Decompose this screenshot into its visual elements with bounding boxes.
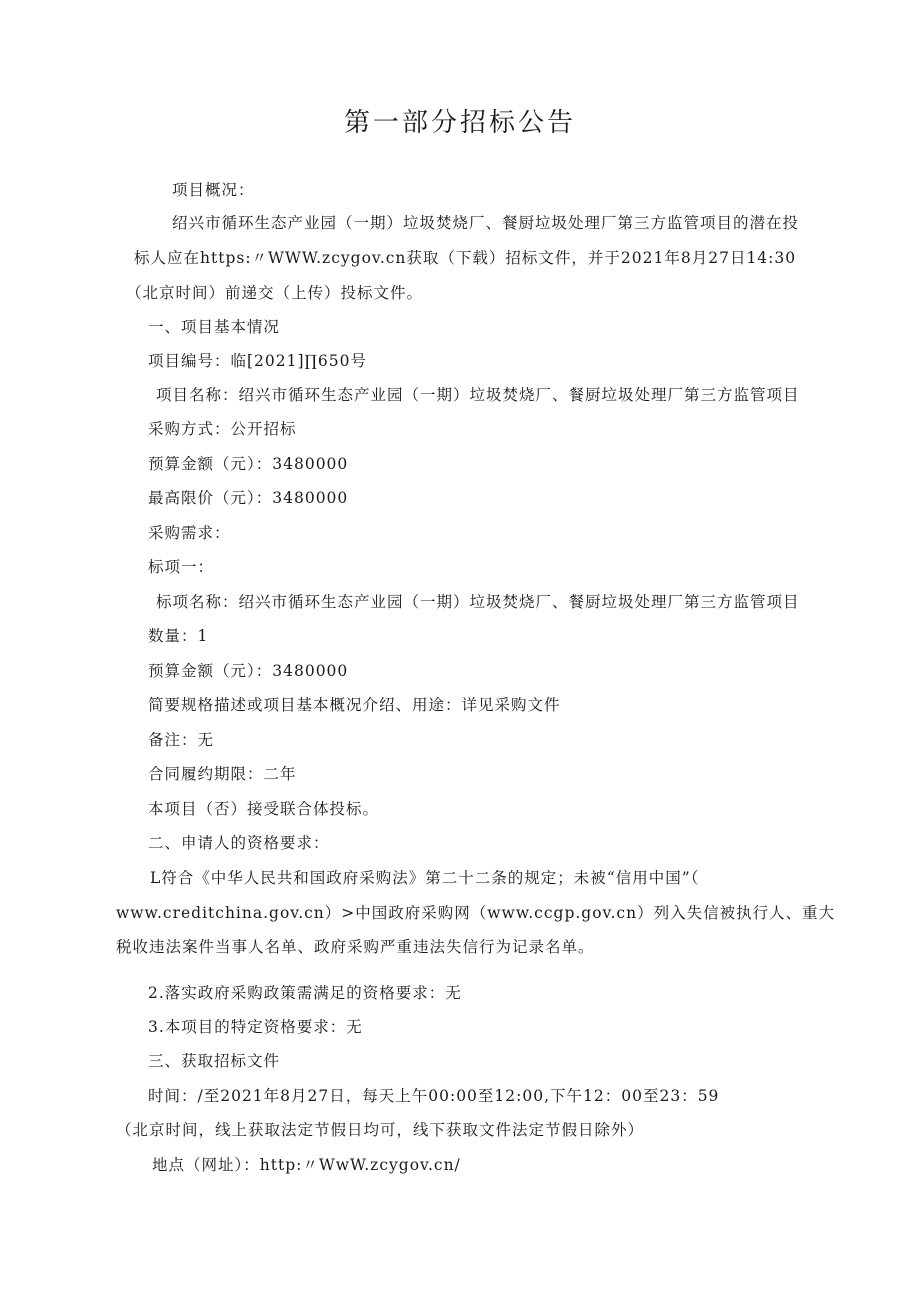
acquisition-time: 时间：/至2021年8月27日，每天上午00:00至12:00,下午12：00至23：59 (148, 1087, 720, 1105)
remarks: 备注：无 (148, 731, 215, 749)
overview-line-3: （北京时间）前递交（上传）投标文件。 (126, 284, 424, 302)
quantity: 数量：1 (148, 627, 209, 645)
procurement-demand: 采购需求： (148, 524, 231, 542)
qualification-2: 2.落实政府采购政策需满足的资格要求：无 (148, 984, 462, 1002)
lot-budget-amount: 预算金额（元）：3480000 (148, 662, 349, 680)
contract-period: 合同履约期限：二年 (148, 765, 297, 783)
overview-heading: 项目概况： (172, 181, 255, 199)
acquisition-location: 地点（网址）：http:〃WwW.zcygov.cn/ (152, 1156, 461, 1174)
procurement-method: 采购方式：公开招标 (148, 420, 297, 438)
qualification-1-line-3: 税收违法案件当事人名单、政府采购严重违法失信行为记录名单。 (116, 938, 595, 956)
lot-name: 标项名称：绍兴市循环生态产业园（一期）垃圾焚烧厂、餐厨垃圾处理厂第三方监管项目 (156, 593, 800, 611)
qualification-1-line-2: www.creditchina.gov.cn）>中国政府采购网（www.ccgp.gov.cn）列入失信被执行人、重大 (116, 904, 836, 922)
section-2-heading: 二、申请人的资格要求： (148, 834, 330, 852)
acquisition-time-note: （北京时间，线上获取法定节假日均可，线下获取文件法定节假日除外） (116, 1121, 645, 1139)
project-number: 项目编号：临[2021]∏650号 (148, 352, 367, 370)
overview-line-1: 绍兴市循环生态产业园（一期）垃圾焚烧厂、餐厨垃圾处理厂第三方监管项目的潜在投 (172, 214, 800, 232)
budget-amount: 预算金额（元）：3480000 (148, 455, 349, 473)
section-3-heading: 三、获取招标文件 (148, 1052, 281, 1070)
qualification-3: 3.本项目的特定资格要求：无 (148, 1018, 363, 1036)
max-price: 最高限价（元）：3480000 (148, 489, 349, 507)
overview-line-2: 标人应在https:〃WWW.zcygov.cn获取（下载）招标文件，并于2021年8月27日14:30 (134, 249, 797, 267)
spec-description: 简要规格描述或项目基本概况介绍、用途：详见采购文件 (148, 696, 561, 714)
qualification-1-line-1: L符合《中华人民共和国政府采购法》第二十二条的规定；未被“信用中国”（ (150, 869, 700, 887)
lot-one: 标项一： (148, 558, 215, 576)
project-name: 项目名称：绍兴市循环生态产业园（一期）垃圾焚烧厂、餐厨垃圾处理厂第三方监管项目 (156, 386, 800, 404)
section-1-heading: 一、项目基本情况 (148, 318, 281, 336)
page-title: 第一部分招标公告 (343, 108, 576, 138)
consortium-note: 本项目（否）接受联合体投标。 (148, 800, 380, 818)
